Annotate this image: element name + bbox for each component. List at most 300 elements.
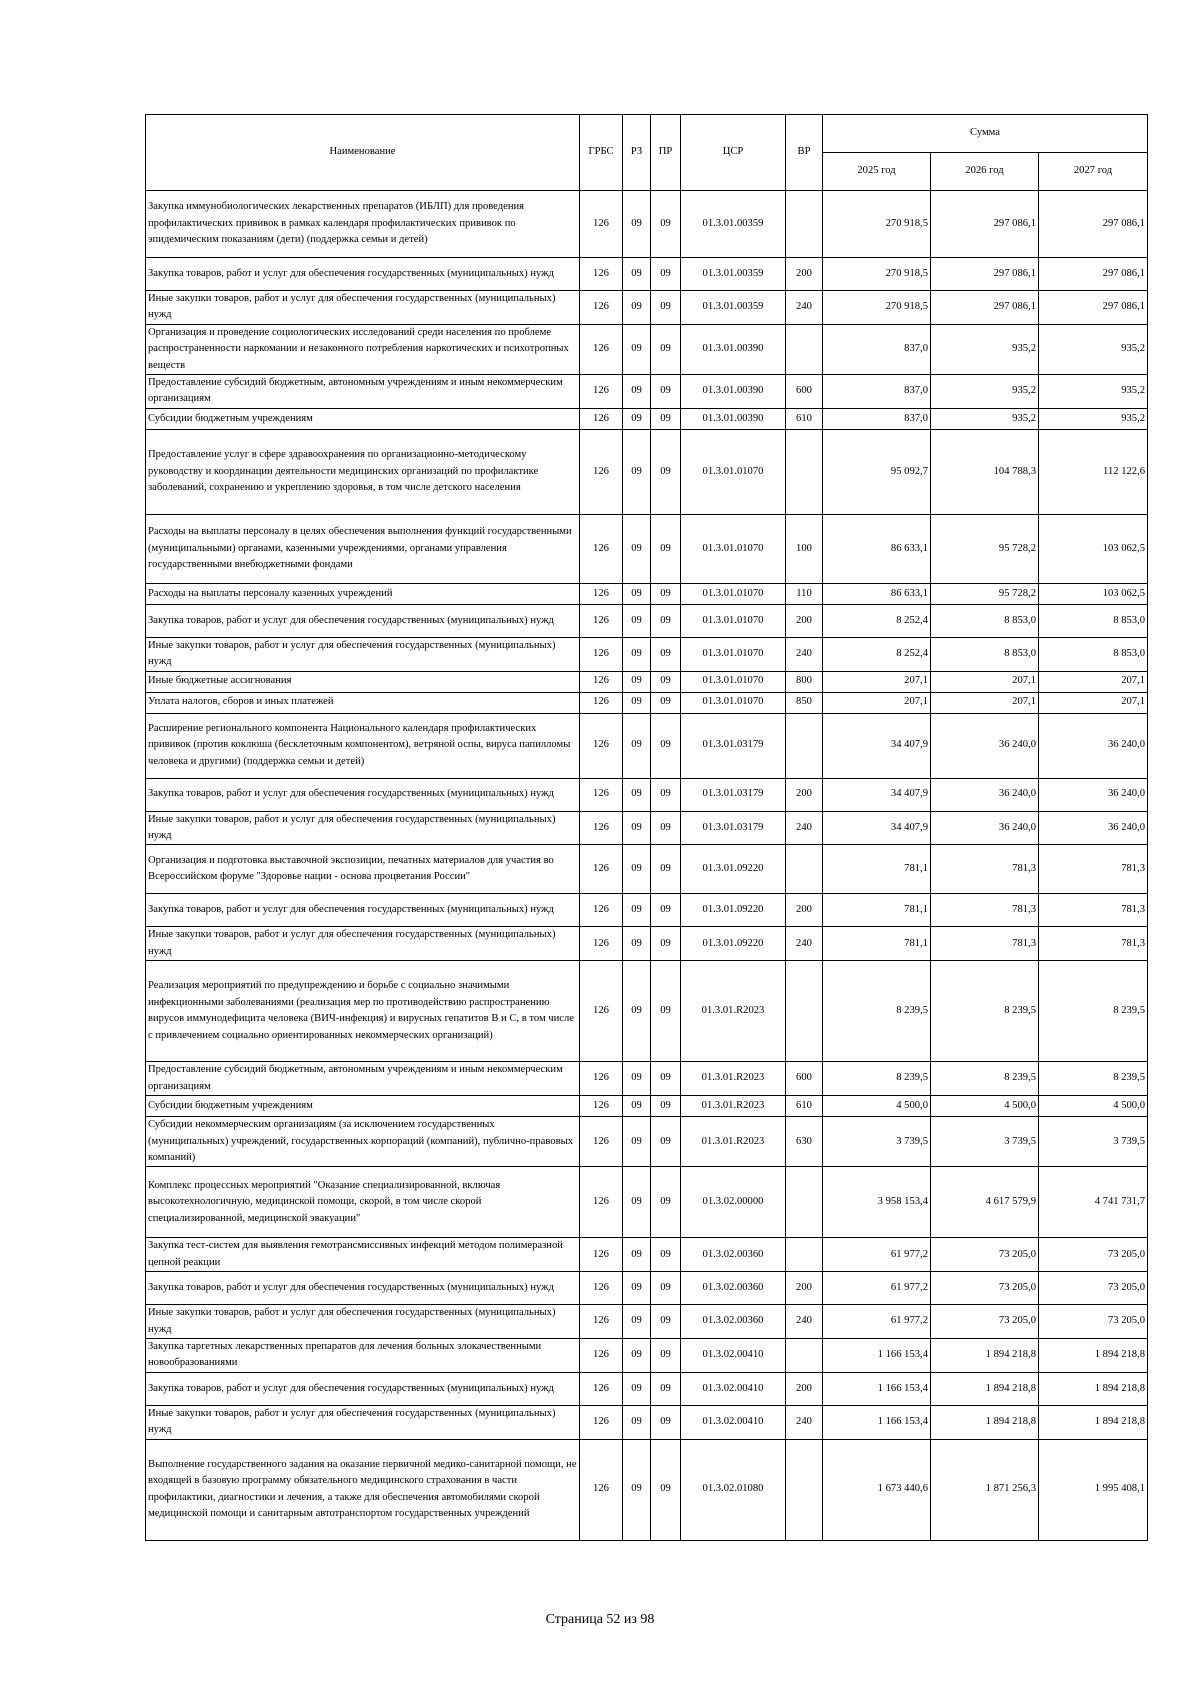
row-vr: 850 xyxy=(786,692,823,713)
row-name: Расходы на выплаты персоналу казенных учреждений xyxy=(146,583,580,604)
row-name: Закупка товаров, работ и услуг для обеспечения государственных (муниципальных) нужд xyxy=(146,1372,580,1405)
row-pr: 09 xyxy=(651,845,681,894)
row-csr: 01.3.02.01080 xyxy=(681,1439,786,1540)
table-row xyxy=(146,408,1148,429)
row-sum-2026: 935,2 xyxy=(931,408,1039,429)
table-row xyxy=(146,671,1148,692)
row-csr: 01.3.01.01070 xyxy=(681,692,786,713)
row-vr xyxy=(786,1167,823,1238)
row-sum-2025: 34 407,9 xyxy=(823,713,931,778)
row-rz: 09 xyxy=(623,811,651,845)
row-sum-2027: 781,3 xyxy=(1039,845,1148,894)
row-sum-2025: 1 166 153,4 xyxy=(823,1405,931,1439)
row-sum-2026: 95 728,2 xyxy=(931,583,1039,604)
row-name: Уплата налогов, сборов и иных платежей xyxy=(146,692,580,713)
row-sum-2027: 1 894 218,8 xyxy=(1039,1338,1148,1372)
table-row xyxy=(146,692,1148,713)
row-csr: 01.3.02.00360 xyxy=(681,1238,786,1272)
row-name: Предоставление субсидий бюджетным, автономным учреждениям и иным некоммерческим организациям xyxy=(146,375,580,409)
row-rz: 09 xyxy=(623,604,651,637)
row-grbs: 126 xyxy=(580,692,623,713)
row-sum-2025: 61 977,2 xyxy=(823,1238,931,1272)
table-row xyxy=(146,1272,1148,1305)
row-sum-2027: 112 122,6 xyxy=(1039,429,1148,514)
row-rz: 09 xyxy=(623,1117,651,1167)
table-row xyxy=(146,1096,1148,1117)
row-vr: 100 xyxy=(786,514,823,583)
row-rz: 09 xyxy=(623,1338,651,1372)
row-csr: 01.3.02.00410 xyxy=(681,1372,786,1405)
row-sum-2027: 207,1 xyxy=(1039,692,1148,713)
row-pr: 09 xyxy=(651,713,681,778)
row-name: Закупка товаров, работ и услуг для обеспечения государственных (муниципальных) нужд xyxy=(146,1272,580,1305)
header-vr: ВР xyxy=(786,115,823,191)
row-rz: 09 xyxy=(623,291,651,325)
row-rz: 09 xyxy=(623,671,651,692)
row-rz: 09 xyxy=(623,1062,651,1096)
row-grbs: 126 xyxy=(580,604,623,637)
row-grbs: 126 xyxy=(580,429,623,514)
row-sum-2027: 935,2 xyxy=(1039,408,1148,429)
table-row xyxy=(146,258,1148,291)
row-rz: 09 xyxy=(623,1238,651,1272)
header-pr: ПР xyxy=(651,115,681,191)
row-vr: 240 xyxy=(786,811,823,845)
row-sum-2027: 103 062,5 xyxy=(1039,514,1148,583)
row-vr: 610 xyxy=(786,1096,823,1117)
row-sum-2026: 207,1 xyxy=(931,692,1039,713)
row-grbs: 126 xyxy=(580,894,623,927)
row-sum-2026: 73 205,0 xyxy=(931,1305,1039,1339)
table-row xyxy=(146,291,1148,325)
row-pr: 09 xyxy=(651,1117,681,1167)
row-name: Закупка товаров, работ и услуг для обеспечения государственных (муниципальных) нужд xyxy=(146,778,580,811)
row-sum-2025: 61 977,2 xyxy=(823,1272,931,1305)
row-sum-2026: 297 086,1 xyxy=(931,258,1039,291)
row-grbs: 126 xyxy=(580,375,623,409)
row-rz: 09 xyxy=(623,927,651,961)
row-sum-2026: 297 086,1 xyxy=(931,291,1039,325)
row-pr: 09 xyxy=(651,927,681,961)
row-csr: 01.3.02.00410 xyxy=(681,1405,786,1439)
row-sum-2027: 207,1 xyxy=(1039,671,1148,692)
row-name: Иные закупки товаров, работ и услуг для обеспечения государственных (муниципальных) нужд xyxy=(146,1405,580,1439)
row-name: Предоставление субсидий бюджетным, автономным учреждениям и иным некоммерческим организациям xyxy=(146,1062,580,1096)
row-sum-2026: 781,3 xyxy=(931,894,1039,927)
row-rz: 09 xyxy=(623,514,651,583)
row-csr: 01.3.01.00390 xyxy=(681,375,786,409)
row-csr: 01.3.01.01070 xyxy=(681,514,786,583)
row-sum-2026: 781,3 xyxy=(931,927,1039,961)
row-vr xyxy=(786,1439,823,1540)
table-row xyxy=(146,1238,1148,1272)
row-vr xyxy=(786,713,823,778)
row-sum-2027: 1 894 218,8 xyxy=(1039,1372,1148,1405)
row-sum-2026: 8 239,5 xyxy=(931,961,1039,1062)
row-sum-2025: 837,0 xyxy=(823,375,931,409)
row-grbs: 126 xyxy=(580,778,623,811)
row-vr: 240 xyxy=(786,637,823,671)
row-rz: 09 xyxy=(623,692,651,713)
row-sum-2026: 935,2 xyxy=(931,375,1039,409)
row-grbs: 126 xyxy=(580,514,623,583)
row-sum-2025: 270 918,5 xyxy=(823,191,931,258)
row-sum-2026: 1 894 218,8 xyxy=(931,1338,1039,1372)
row-name: Выполнение государственного задания на оказание первичной медико-санитарной помощи, не входящей в базовую программу обязательного медицинского страхования в части профилактики, диагностики и лечения, а также для обеспечения автомобилями скорой медицинской помощи и санитарным автотранспортом государственных учреждений xyxy=(146,1439,580,1540)
row-pr: 09 xyxy=(651,1305,681,1339)
row-csr: 01.3.02.00410 xyxy=(681,1338,786,1372)
row-grbs: 126 xyxy=(580,1238,623,1272)
row-rz: 09 xyxy=(623,778,651,811)
row-pr: 09 xyxy=(651,291,681,325)
row-sum-2025: 1 166 153,4 xyxy=(823,1372,931,1405)
header-sum: Сумма xyxy=(823,115,1148,153)
row-pr: 09 xyxy=(651,671,681,692)
row-grbs: 126 xyxy=(580,291,623,325)
row-name: Субсидии бюджетным учреждениям xyxy=(146,1096,580,1117)
header-csr: ЦСР xyxy=(681,115,786,191)
row-sum-2026: 36 240,0 xyxy=(931,811,1039,845)
row-sum-2027: 36 240,0 xyxy=(1039,778,1148,811)
row-vr: 240 xyxy=(786,1305,823,1339)
row-pr: 09 xyxy=(651,604,681,637)
row-csr: 01.3.01.09220 xyxy=(681,845,786,894)
row-sum-2027: 73 205,0 xyxy=(1039,1238,1148,1272)
row-grbs: 126 xyxy=(580,1096,623,1117)
row-rz: 09 xyxy=(623,583,651,604)
row-sum-2025: 1 166 153,4 xyxy=(823,1338,931,1372)
table-row xyxy=(146,429,1148,514)
row-vr xyxy=(786,961,823,1062)
header-year-2026: 2026 год xyxy=(931,153,1039,191)
row-sum-2027: 935,2 xyxy=(1039,375,1148,409)
row-sum-2026: 8 239,5 xyxy=(931,1062,1039,1096)
row-vr xyxy=(786,845,823,894)
table-row xyxy=(146,713,1148,778)
row-pr: 09 xyxy=(651,1372,681,1405)
table-row xyxy=(146,845,1148,894)
row-sum-2025: 86 633,1 xyxy=(823,583,931,604)
header-name: Наименование xyxy=(146,115,580,191)
row-sum-2026: 104 788,3 xyxy=(931,429,1039,514)
row-vr: 110 xyxy=(786,583,823,604)
row-csr: 01.3.01.01070 xyxy=(681,429,786,514)
row-grbs: 126 xyxy=(580,1372,623,1405)
row-grbs: 126 xyxy=(580,811,623,845)
row-pr: 09 xyxy=(651,1238,681,1272)
row-sum-2027: 103 062,5 xyxy=(1039,583,1148,604)
row-vr xyxy=(786,1338,823,1372)
row-sum-2025: 8 252,4 xyxy=(823,604,931,637)
header-grbs: ГРБС xyxy=(580,115,623,191)
row-rz: 09 xyxy=(623,375,651,409)
row-sum-2025: 3 958 153,4 xyxy=(823,1167,931,1238)
row-sum-2026: 1 894 218,8 xyxy=(931,1372,1039,1405)
row-vr: 200 xyxy=(786,1372,823,1405)
row-csr: 01.3.01.00359 xyxy=(681,258,786,291)
table-row xyxy=(146,1372,1148,1405)
row-pr: 09 xyxy=(651,583,681,604)
row-sum-2027: 36 240,0 xyxy=(1039,713,1148,778)
header-rz: РЗ xyxy=(623,115,651,191)
row-grbs: 126 xyxy=(580,845,623,894)
row-csr: 01.3.01.R2023 xyxy=(681,1117,786,1167)
table-header xyxy=(146,115,1148,191)
row-pr: 09 xyxy=(651,375,681,409)
row-name: Закупка тест-систем для выявления гемотрансмиссивных инфекций методом полимеразной цепной реакции xyxy=(146,1238,580,1272)
row-rz: 09 xyxy=(623,1405,651,1439)
row-sum-2025: 207,1 xyxy=(823,692,931,713)
row-vr: 600 xyxy=(786,1062,823,1096)
table-row xyxy=(146,1305,1148,1339)
row-pr: 09 xyxy=(651,1062,681,1096)
row-sum-2026: 8 853,0 xyxy=(931,637,1039,671)
table-row xyxy=(146,324,1148,374)
row-sum-2026: 8 853,0 xyxy=(931,604,1039,637)
row-csr: 01.3.01.09220 xyxy=(681,927,786,961)
row-name: Реализация мероприятий по предупреждению и борьбе с социально значимыми инфекционными заболеваниями (реализация мер по противодействию распространению вирусов иммунодефицита человека (ВИЧ-инфекция) и вирусных гепатитов В и С, в том числе с привлечением социально ориентированных некоммерческих организаций) xyxy=(146,961,580,1062)
row-rz: 09 xyxy=(623,1096,651,1117)
row-vr: 200 xyxy=(786,258,823,291)
row-csr: 01.3.01.00359 xyxy=(681,291,786,325)
row-pr: 09 xyxy=(651,637,681,671)
row-sum-2027: 8 239,5 xyxy=(1039,961,1148,1062)
row-sum-2025: 8 239,5 xyxy=(823,961,931,1062)
row-name: Комплекс процессных мероприятий "Оказание специализированной, включая высокотехнологичную, медицинской помощи, скорой, в том числе скорой специализированной, медицинской эвакуации" xyxy=(146,1167,580,1238)
table-row xyxy=(146,1405,1148,1439)
row-pr: 09 xyxy=(651,1439,681,1540)
row-csr: 01.3.02.00000 xyxy=(681,1167,786,1238)
row-sum-2026: 4 617 579,9 xyxy=(931,1167,1039,1238)
row-csr: 01.3.01.01070 xyxy=(681,637,786,671)
row-sum-2026: 1 871 256,3 xyxy=(931,1439,1039,1540)
row-name: Закупка товаров, работ и услуг для обеспечения государственных (муниципальных) нужд xyxy=(146,604,580,637)
row-sum-2025: 8 239,5 xyxy=(823,1062,931,1096)
row-name: Расширение регионального компонента Национального календаря профилактических прививок (против коклюша (бесклеточным компонентом), ветряной оспы, вируса папилломы человека и другими) (поддержка семьи и детей) xyxy=(146,713,580,778)
table-body xyxy=(146,191,1148,1541)
row-vr: 200 xyxy=(786,604,823,637)
row-sum-2027: 36 240,0 xyxy=(1039,811,1148,845)
row-grbs: 126 xyxy=(580,1117,623,1167)
row-grbs: 126 xyxy=(580,1167,623,1238)
row-name: Иные бюджетные ассигнования xyxy=(146,671,580,692)
row-vr: 600 xyxy=(786,375,823,409)
row-sum-2027: 297 086,1 xyxy=(1039,291,1148,325)
page-number: Страница 52 из 98 xyxy=(545,1612,655,1627)
row-name: Закупка таргетных лекарственных препаратов для лечения больных злокачественными новообразованиями xyxy=(146,1338,580,1372)
row-grbs: 126 xyxy=(580,713,623,778)
row-sum-2025: 34 407,9 xyxy=(823,811,931,845)
row-sum-2026: 297 086,1 xyxy=(931,191,1039,258)
row-name: Иные закупки товаров, работ и услуг для обеспечения государственных (муниципальных) нужд xyxy=(146,811,580,845)
row-sum-2025: 781,1 xyxy=(823,845,931,894)
row-rz: 09 xyxy=(623,1272,651,1305)
row-sum-2025: 1 673 440,6 xyxy=(823,1439,931,1540)
row-sum-2026: 36 240,0 xyxy=(931,778,1039,811)
row-sum-2025: 837,0 xyxy=(823,408,931,429)
row-rz: 09 xyxy=(623,1372,651,1405)
row-csr: 01.3.01.03179 xyxy=(681,811,786,845)
row-vr: 240 xyxy=(786,927,823,961)
table-row xyxy=(146,604,1148,637)
row-sum-2026: 207,1 xyxy=(931,671,1039,692)
row-grbs: 126 xyxy=(580,408,623,429)
row-vr: 240 xyxy=(786,1405,823,1439)
row-pr: 09 xyxy=(651,514,681,583)
row-pr: 09 xyxy=(651,1338,681,1372)
row-vr: 610 xyxy=(786,408,823,429)
row-rz: 09 xyxy=(623,637,651,671)
row-sum-2026: 73 205,0 xyxy=(931,1238,1039,1272)
row-sum-2025: 207,1 xyxy=(823,671,931,692)
row-name: Организация и подготовка выставочной экспозиции, печатных материалов для участия во Всероссийском форуме "Здоровье нации - основа процветания России" xyxy=(146,845,580,894)
row-sum-2027: 1 894 218,8 xyxy=(1039,1405,1148,1439)
row-csr: 01.3.01.03179 xyxy=(681,713,786,778)
table-row xyxy=(146,375,1148,409)
row-name: Субсидии некоммерческим организациям (за исключением государственных (муниципальных) учреждений, государственных корпораций (компаний), публично-правовых компаний) xyxy=(146,1117,580,1167)
row-csr: 01.3.01.01070 xyxy=(681,671,786,692)
row-grbs: 126 xyxy=(580,1305,623,1339)
row-rz: 09 xyxy=(623,1439,651,1540)
row-sum-2027: 297 086,1 xyxy=(1039,191,1148,258)
table-row xyxy=(146,1117,1148,1167)
row-csr: 01.3.01.09220 xyxy=(681,894,786,927)
table-row xyxy=(146,1167,1148,1238)
row-csr: 01.3.01.03179 xyxy=(681,778,786,811)
row-sum-2027: 73 205,0 xyxy=(1039,1305,1148,1339)
row-csr: 01.3.01.R2023 xyxy=(681,1096,786,1117)
row-pr: 09 xyxy=(651,1167,681,1238)
row-pr: 09 xyxy=(651,1405,681,1439)
row-sum-2026: 1 894 218,8 xyxy=(931,1405,1039,1439)
row-vr xyxy=(786,324,823,374)
row-name: Предоставление услуг в сфере здравоохранения по организационно-методическому руководству и координации деятельности медицинских организаций по профилактике заболеваний, сохранению и укреплению здоровья, в том числе детского населения xyxy=(146,429,580,514)
row-grbs: 126 xyxy=(580,961,623,1062)
row-grbs: 126 xyxy=(580,927,623,961)
row-sum-2027: 8 853,0 xyxy=(1039,604,1148,637)
row-sum-2027: 8 853,0 xyxy=(1039,637,1148,671)
row-name: Закупка иммунобиологических лекарственных препаратов (ИБЛП) для проведения профилактических прививок в рамках календаря профилактических прививок по эпидемическим показаниям (дети) (поддержка семьи и детей) xyxy=(146,191,580,258)
row-pr: 09 xyxy=(651,961,681,1062)
table-row xyxy=(146,1338,1148,1372)
row-sum-2027: 935,2 xyxy=(1039,324,1148,374)
table-row xyxy=(146,961,1148,1062)
row-pr: 09 xyxy=(651,1096,681,1117)
row-sum-2025: 3 739,5 xyxy=(823,1117,931,1167)
row-csr: 01.3.01.00359 xyxy=(681,191,786,258)
row-pr: 09 xyxy=(651,1272,681,1305)
row-name: Иные закупки товаров, работ и услуг для обеспечения государственных (муниципальных) нужд xyxy=(146,1305,580,1339)
row-csr: 01.3.01.R2023 xyxy=(681,1062,786,1096)
row-sum-2026: 4 500,0 xyxy=(931,1096,1039,1117)
header-year-2027: 2027 год xyxy=(1039,153,1148,191)
row-sum-2026: 36 240,0 xyxy=(931,713,1039,778)
row-name: Иные закупки товаров, работ и услуг для обеспечения государственных (муниципальных) нужд xyxy=(146,927,580,961)
row-sum-2027: 4 500,0 xyxy=(1039,1096,1148,1117)
row-rz: 09 xyxy=(623,961,651,1062)
row-pr: 09 xyxy=(651,191,681,258)
row-pr: 09 xyxy=(651,324,681,374)
row-name: Иные закупки товаров, работ и услуг для обеспечения государственных (муниципальных) нужд xyxy=(146,291,580,325)
row-vr: 200 xyxy=(786,894,823,927)
row-sum-2025: 61 977,2 xyxy=(823,1305,931,1339)
row-name: Расходы на выплаты персоналу в целях обеспечения выполнения функций государственными (муниципальными) органами, казенными учреждениями, органами управления государственными внебюджетными фондами xyxy=(146,514,580,583)
row-rz: 09 xyxy=(623,894,651,927)
row-name: Закупка товаров, работ и услуг для обеспечения государственных (муниципальных) нужд xyxy=(146,894,580,927)
table-row xyxy=(146,811,1148,845)
row-sum-2027: 3 739,5 xyxy=(1039,1117,1148,1167)
row-vr: 200 xyxy=(786,778,823,811)
row-sum-2025: 270 918,5 xyxy=(823,258,931,291)
row-grbs: 126 xyxy=(580,1062,623,1096)
row-vr: 800 xyxy=(786,671,823,692)
row-csr: 01.3.01.01070 xyxy=(681,583,786,604)
row-sum-2025: 270 918,5 xyxy=(823,291,931,325)
row-grbs: 126 xyxy=(580,1405,623,1439)
row-grbs: 126 xyxy=(580,258,623,291)
row-name: Закупка товаров, работ и услуг для обеспечения государственных (муниципальных) нужд xyxy=(146,258,580,291)
row-grbs: 126 xyxy=(580,191,623,258)
row-pr: 09 xyxy=(651,811,681,845)
row-sum-2026: 935,2 xyxy=(931,324,1039,374)
row-sum-2025: 837,0 xyxy=(823,324,931,374)
row-sum-2027: 4 741 731,7 xyxy=(1039,1167,1148,1238)
row-csr: 01.3.01.00390 xyxy=(681,408,786,429)
row-rz: 09 xyxy=(623,1167,651,1238)
row-sum-2027: 1 995 408,1 xyxy=(1039,1439,1148,1540)
row-grbs: 126 xyxy=(580,1272,623,1305)
row-rz: 09 xyxy=(623,429,651,514)
row-rz: 09 xyxy=(623,324,651,374)
row-rz: 09 xyxy=(623,713,651,778)
row-vr xyxy=(786,191,823,258)
row-vr: 200 xyxy=(786,1272,823,1305)
row-rz: 09 xyxy=(623,258,651,291)
table-row xyxy=(146,778,1148,811)
row-sum-2025: 95 092,7 xyxy=(823,429,931,514)
row-vr xyxy=(786,1238,823,1272)
row-pr: 09 xyxy=(651,429,681,514)
row-sum-2025: 8 252,4 xyxy=(823,637,931,671)
row-sum-2026: 73 205,0 xyxy=(931,1272,1039,1305)
table-row xyxy=(146,191,1148,258)
row-sum-2027: 8 239,5 xyxy=(1039,1062,1148,1096)
row-grbs: 126 xyxy=(580,324,623,374)
table-row xyxy=(146,514,1148,583)
row-sum-2025: 781,1 xyxy=(823,927,931,961)
table-row xyxy=(146,927,1148,961)
table-row xyxy=(146,1439,1148,1540)
row-pr: 09 xyxy=(651,894,681,927)
row-grbs: 126 xyxy=(580,637,623,671)
row-rz: 09 xyxy=(623,1305,651,1339)
budget-table xyxy=(145,114,1148,1541)
row-sum-2027: 781,3 xyxy=(1039,894,1148,927)
row-csr: 01.3.01.R2023 xyxy=(681,961,786,1062)
row-sum-2027: 781,3 xyxy=(1039,927,1148,961)
row-name: Субсидии бюджетным учреждениям xyxy=(146,408,580,429)
row-vr: 240 xyxy=(786,291,823,325)
table-row xyxy=(146,894,1148,927)
row-pr: 09 xyxy=(651,778,681,811)
row-vr: 630 xyxy=(786,1117,823,1167)
row-sum-2027: 297 086,1 xyxy=(1039,258,1148,291)
row-sum-2026: 781,3 xyxy=(931,845,1039,894)
row-grbs: 126 xyxy=(580,1338,623,1372)
row-sum-2025: 86 633,1 xyxy=(823,514,931,583)
table-row xyxy=(146,637,1148,671)
row-name: Иные закупки товаров, работ и услуг для обеспечения государственных (муниципальных) нужд xyxy=(146,637,580,671)
